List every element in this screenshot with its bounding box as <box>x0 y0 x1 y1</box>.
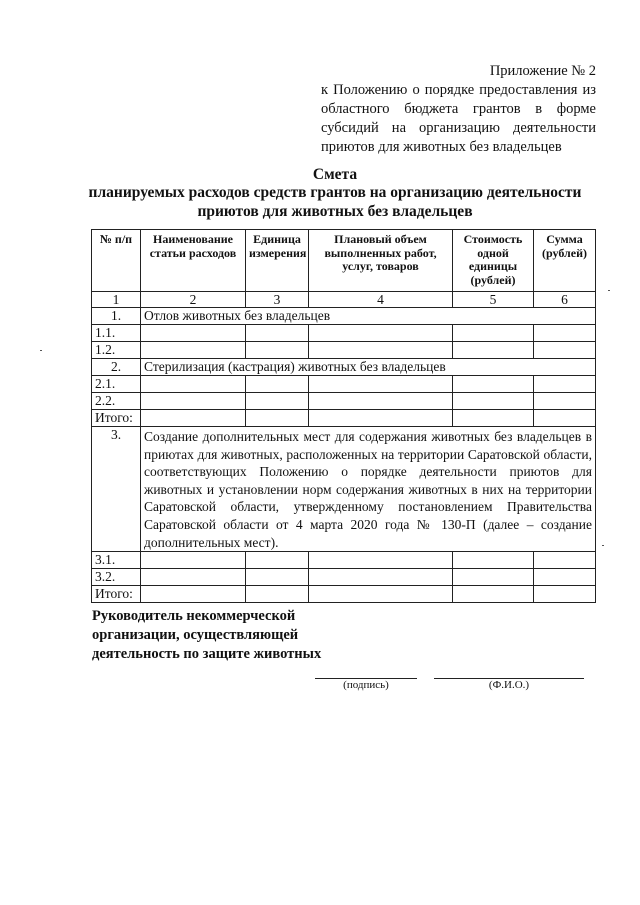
row-title: Создание дополнительных мест для содержания животных без владельцев в приютах для животных, расположенных на территории Саратовской области, соответствующих Положению о порядке деятельности приютов для животных и установлении норм содержания животных в них на территории Саратовской области, утвержденному постановлением Правительства Саратовской области от 4 марта 2020 года № 130-П (далее – создание дополнительных мест). <box>141 427 596 552</box>
empty-cell <box>453 342 534 359</box>
empty-cell <box>309 376 453 393</box>
empty-cell <box>453 393 534 410</box>
empty-cell <box>141 325 246 342</box>
empty-cell <box>453 325 534 342</box>
table-row <box>92 376 596 393</box>
appendix-text: к Положению о порядке предоставления из областного бюджета грантов в форме субсидий на организацию деятельности приютов для животных без владельцев <box>321 82 596 155</box>
empty-cell <box>309 342 453 359</box>
header-cell: Единица измерения <box>246 230 309 292</box>
empty-cell <box>534 393 596 410</box>
header-cell: Сумма (рублей) <box>534 230 596 292</box>
empty-cell <box>246 342 309 359</box>
header-cell: Наименование статьи расходов <box>141 230 246 292</box>
empty-cell <box>141 552 246 569</box>
empty-cell <box>534 586 596 603</box>
column-number-row <box>92 292 596 308</box>
row-title: Стерилизация (кастрация) животных без владельцев <box>141 359 596 376</box>
empty-cell <box>309 586 453 603</box>
row-number: 3.1. <box>92 552 141 569</box>
table-row <box>92 427 596 552</box>
table-row <box>92 359 596 376</box>
row-number: 3.2. <box>92 569 141 586</box>
signature-caption: (подпись) <box>343 679 389 691</box>
column-number: 6 <box>534 292 596 308</box>
total-label: Итого: <box>92 586 141 603</box>
row-number: 1.2. <box>92 342 141 359</box>
empty-cell <box>309 410 453 427</box>
empty-cell <box>534 376 596 393</box>
empty-cell <box>309 393 453 410</box>
row-title: Отлов животных без владельцев <box>141 308 596 325</box>
empty-cell <box>141 376 246 393</box>
column-number: 5 <box>453 292 534 308</box>
estimate-table <box>91 229 596 603</box>
empty-cell <box>141 393 246 410</box>
row-number: 2. <box>92 359 141 376</box>
document-title: Смета <box>312 166 358 183</box>
empty-cell <box>141 586 246 603</box>
header-row <box>92 230 596 292</box>
empty-cell <box>141 342 246 359</box>
column-number: 4 <box>309 292 453 308</box>
empty-cell <box>141 410 246 427</box>
table-row <box>92 569 596 586</box>
empty-cell <box>246 393 309 410</box>
empty-cell <box>141 569 246 586</box>
empty-cell <box>534 410 596 427</box>
column-number: 2 <box>141 292 246 308</box>
scan-speck <box>602 545 604 546</box>
empty-cell <box>246 586 309 603</box>
row-number: 2.2. <box>92 393 141 410</box>
row-number: 2.1. <box>92 376 141 393</box>
table-row <box>92 342 596 359</box>
empty-cell <box>309 569 453 586</box>
row-number: 1.1. <box>92 325 141 342</box>
empty-cell <box>246 376 309 393</box>
table-row <box>92 325 596 342</box>
empty-cell <box>453 376 534 393</box>
empty-cell <box>534 552 596 569</box>
empty-cell <box>453 586 534 603</box>
empty-cell <box>246 552 309 569</box>
table-row <box>92 308 596 325</box>
row-number: 3. <box>92 427 141 552</box>
header-cell: № п/п <box>92 230 141 292</box>
empty-cell <box>453 410 534 427</box>
empty-cell <box>453 552 534 569</box>
signatory-label: Руководитель некоммерческой организации, осуществляющей деятельность по защите животных <box>92 608 322 662</box>
empty-cell <box>534 342 596 359</box>
empty-cell <box>246 325 309 342</box>
column-number: 3 <box>246 292 309 308</box>
empty-cell <box>534 569 596 586</box>
total-row <box>92 410 596 427</box>
scan-speck <box>608 290 610 291</box>
empty-cell <box>534 325 596 342</box>
empty-cell <box>246 410 309 427</box>
appendix-number: Приложение № 2 <box>489 63 596 79</box>
header-cell: Плановый объем выполненных работ, услуг, товаров <box>309 230 453 292</box>
scan-speck <box>40 350 42 351</box>
empty-cell <box>309 552 453 569</box>
total-label: Итого: <box>92 410 141 427</box>
column-number: 1 <box>92 292 141 308</box>
empty-cell <box>246 569 309 586</box>
row-number: 1. <box>92 308 141 325</box>
name-caption: (Ф.И.О.) <box>488 679 530 691</box>
table-row <box>92 552 596 569</box>
empty-cell <box>453 569 534 586</box>
header-cell: Стоимость одной единицы (рублей) <box>453 230 534 292</box>
table-row <box>92 393 596 410</box>
document-subtitle: планируемых расходов средств грантов на организацию деятельности приютов для животных без владельцев <box>88 184 582 220</box>
appendix-block <box>321 62 596 157</box>
total-row <box>92 586 596 603</box>
empty-cell <box>309 325 453 342</box>
